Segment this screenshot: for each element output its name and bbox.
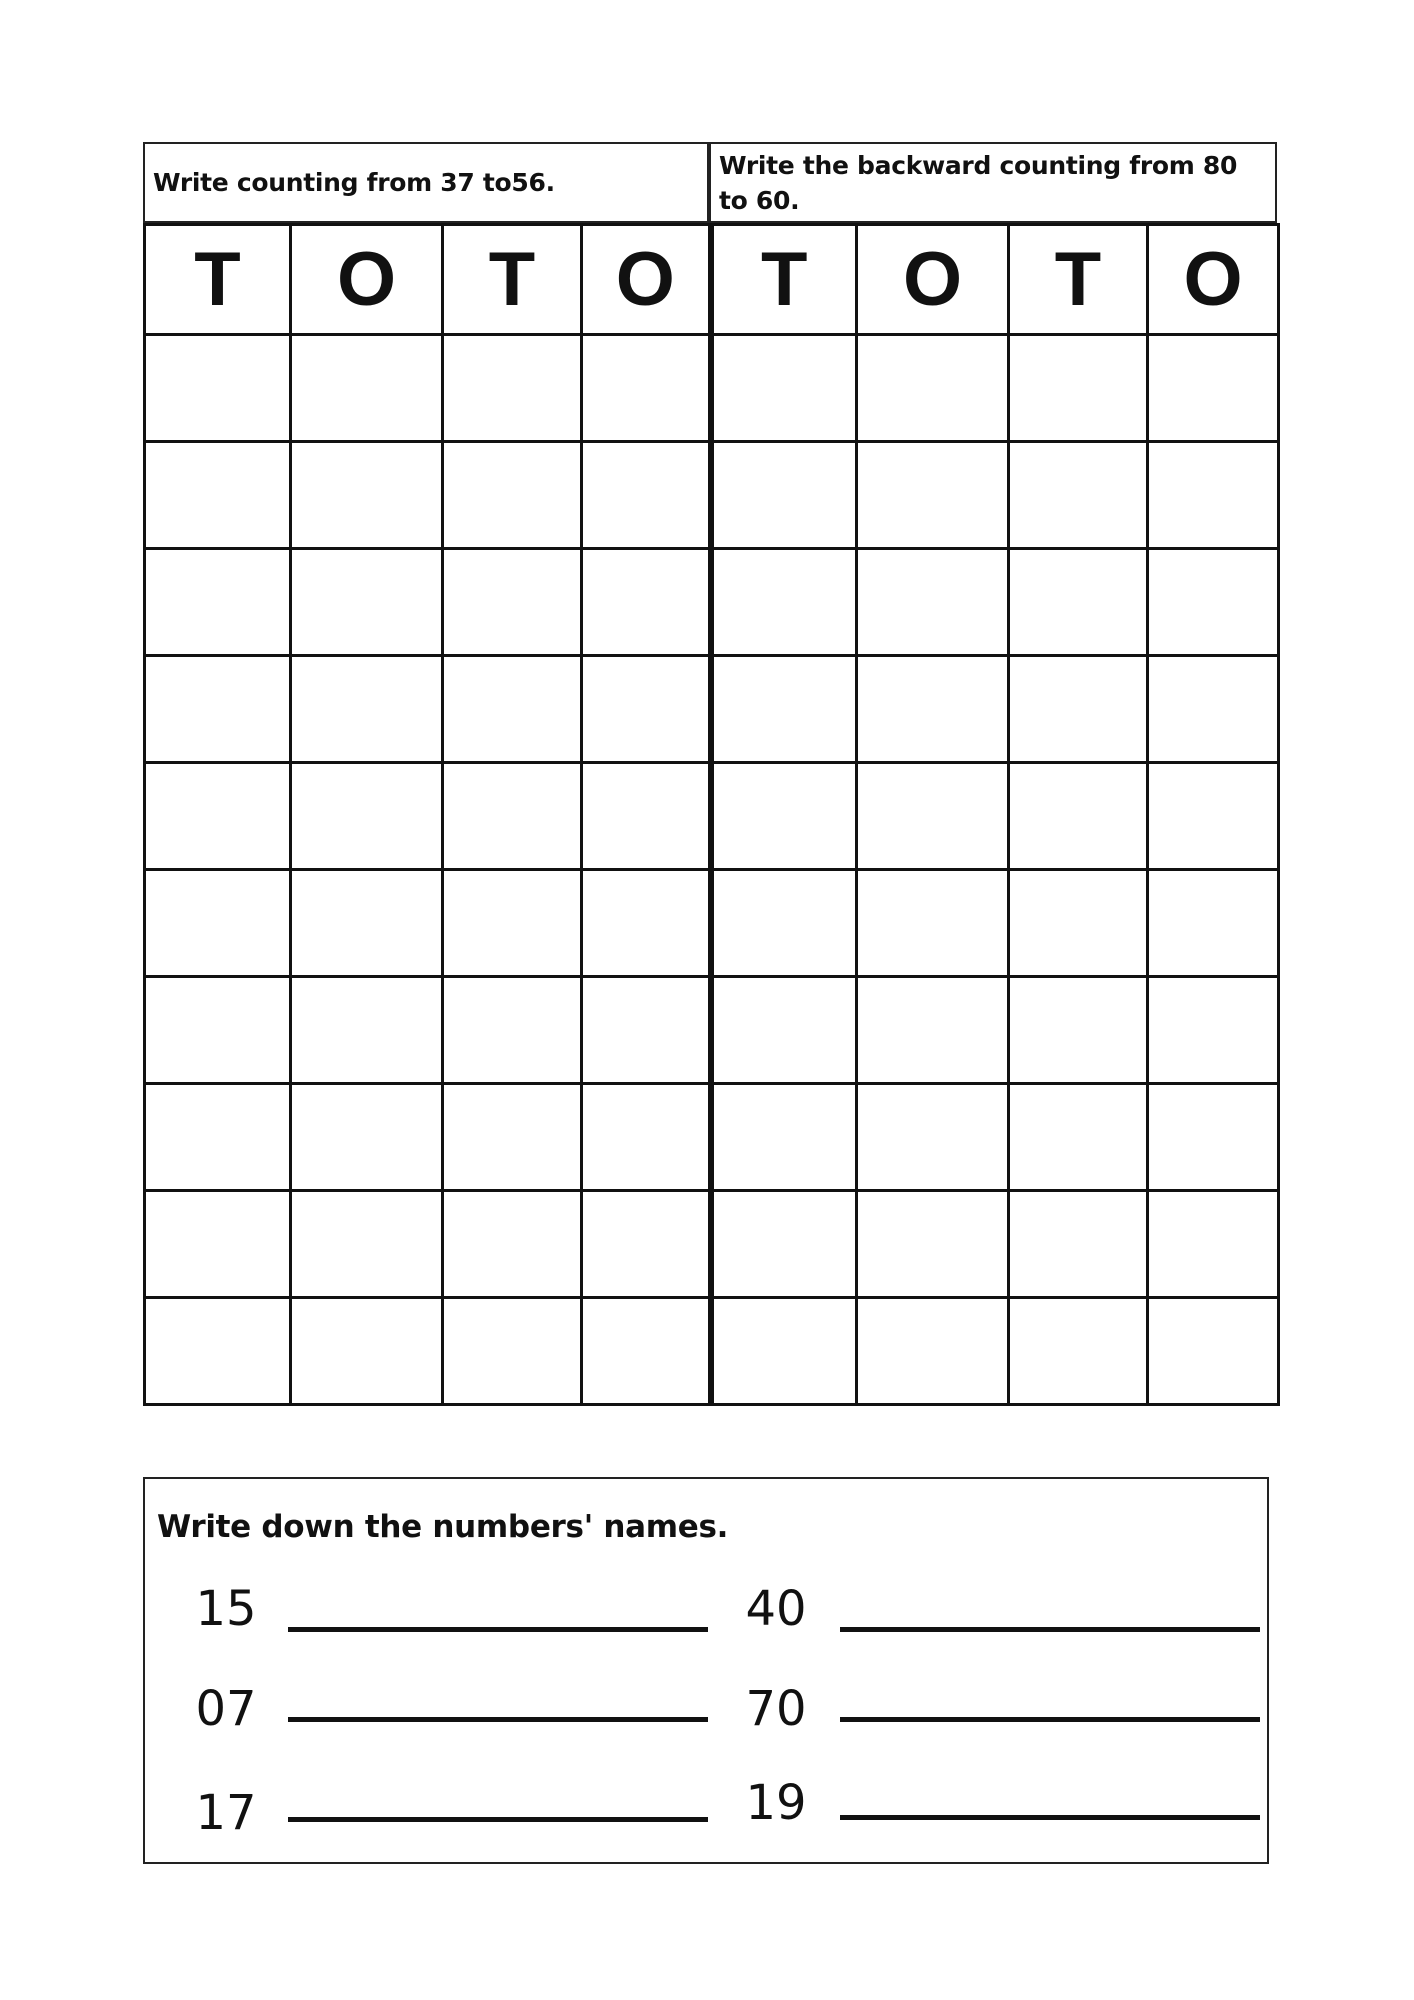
grid-cell[interactable] [1009, 335, 1148, 442]
grid-cell[interactable] [1148, 442, 1279, 549]
grid-cell[interactable] [857, 335, 1009, 442]
answer-line[interactable] [288, 1627, 708, 1632]
grid-cell[interactable] [711, 1298, 857, 1405]
grid-cell[interactable] [291, 977, 443, 1084]
forward-counting-instruction [143, 142, 709, 223]
number-label: 40 [745, 1581, 807, 1637]
grid-cell[interactable] [711, 335, 857, 442]
grid-cell[interactable] [1009, 977, 1148, 1084]
answer-line[interactable] [288, 1817, 708, 1822]
grid-cell[interactable] [711, 763, 857, 870]
grid-row [145, 763, 1279, 870]
grid-cell[interactable] [145, 442, 291, 549]
grid-header-row [145, 225, 1279, 335]
ones-header: O [857, 225, 1009, 335]
grid-cell[interactable] [145, 763, 291, 870]
grid-cell[interactable] [711, 870, 857, 977]
grid-cell[interactable] [443, 442, 582, 549]
ones-header: O [582, 225, 711, 335]
grid-cell[interactable] [145, 335, 291, 442]
grid-cell[interactable] [443, 1298, 582, 1405]
grid-cell[interactable] [1148, 1298, 1279, 1405]
grid-cell[interactable] [711, 977, 857, 1084]
grid-cell[interactable] [857, 442, 1009, 549]
grid-cell[interactable] [1148, 870, 1279, 977]
grid-cell[interactable] [582, 870, 711, 977]
grid-cell[interactable] [443, 763, 582, 870]
grid-cell[interactable] [145, 549, 291, 656]
number-label: 07 [195, 1681, 257, 1737]
grid-cell[interactable] [1009, 870, 1148, 977]
number-label: 15 [195, 1581, 257, 1637]
tens-header: T [443, 225, 582, 335]
grid-row [145, 1084, 1279, 1191]
counting-grid [143, 223, 1280, 1406]
grid-cell[interactable] [145, 870, 291, 977]
number-label: 70 [745, 1681, 807, 1737]
grid-cell[interactable] [582, 549, 711, 656]
grid-cell[interactable] [1148, 549, 1279, 656]
forward-counting-instruction-text: Write counting from 37 to56. [153, 168, 555, 197]
grid-cell[interactable] [711, 442, 857, 549]
grid-cell[interactable] [145, 1084, 291, 1191]
grid-cell[interactable] [291, 1298, 443, 1405]
grid-cell[interactable] [582, 977, 711, 1084]
grid-cell[interactable] [857, 1084, 1009, 1191]
grid-cell[interactable] [443, 1084, 582, 1191]
grid-cell[interactable] [857, 549, 1009, 656]
number-label: 17 [195, 1785, 257, 1841]
grid-cell[interactable] [711, 1084, 857, 1191]
grid-cell[interactable] [582, 763, 711, 870]
grid-cell[interactable] [443, 549, 582, 656]
grid-cell[interactable] [1148, 763, 1279, 870]
grid-cell[interactable] [291, 335, 443, 442]
grid-cell[interactable] [1148, 656, 1279, 763]
grid-cell[interactable] [582, 1084, 711, 1191]
grid-cell[interactable] [857, 1298, 1009, 1405]
grid-row [145, 1191, 1279, 1298]
grid-cell[interactable] [1009, 442, 1148, 549]
backward-counting-instruction-text: Write the backward counting from 80 to 60. [719, 150, 1238, 215]
grid-cell[interactable] [1009, 656, 1148, 763]
grid-cell[interactable] [1009, 1298, 1148, 1405]
grid-cell[interactable] [582, 1191, 711, 1298]
grid-cell[interactable] [145, 1298, 291, 1405]
grid-cell[interactable] [711, 656, 857, 763]
grid-cell[interactable] [1148, 1084, 1279, 1191]
grid-cell[interactable] [857, 763, 1009, 870]
grid-row [145, 870, 1279, 977]
grid-cell[interactable] [291, 1191, 443, 1298]
grid-cell[interactable] [857, 977, 1009, 1084]
grid-cell[interactable] [443, 1191, 582, 1298]
backward-counting-instruction [709, 142, 1277, 223]
grid-cell[interactable] [443, 656, 582, 763]
grid-cell[interactable] [582, 1298, 711, 1405]
answer-line[interactable] [840, 1717, 1260, 1722]
grid-cell[interactable] [711, 549, 857, 656]
grid-cell[interactable] [145, 656, 291, 763]
grid-body [145, 335, 1279, 1405]
grid-cell[interactable] [1148, 1191, 1279, 1298]
grid-cell[interactable] [857, 870, 1009, 977]
grid-cell[interactable] [582, 656, 711, 763]
tens-header: T [145, 225, 291, 335]
grid-cell[interactable] [291, 870, 443, 977]
grid-cell[interactable] [1009, 763, 1148, 870]
grid-cell[interactable] [443, 870, 582, 977]
ones-header: O [1148, 225, 1279, 335]
grid-row [145, 656, 1279, 763]
tens-header: T [711, 225, 857, 335]
grid-cell[interactable] [291, 1084, 443, 1191]
grid-cell[interactable] [291, 656, 443, 763]
grid-cell[interactable] [145, 977, 291, 1084]
grid-cell[interactable] [1009, 549, 1148, 656]
grid-cell[interactable] [857, 1191, 1009, 1298]
grid-cell[interactable] [443, 335, 582, 442]
grid-cell[interactable] [582, 442, 711, 549]
grid-cell[interactable] [1148, 335, 1279, 442]
grid-cell[interactable] [291, 549, 443, 656]
grid-cell[interactable] [291, 442, 443, 549]
grid-cell[interactable] [582, 335, 711, 442]
tens-header: T [1009, 225, 1148, 335]
grid-cell[interactable] [145, 1191, 291, 1298]
grid-row [145, 442, 1279, 549]
grid-cell[interactable] [1148, 977, 1279, 1084]
grid-cell[interactable] [1009, 1084, 1148, 1191]
grid-cell[interactable] [1009, 1191, 1148, 1298]
answer-line[interactable] [288, 1717, 708, 1722]
answer-line[interactable] [840, 1815, 1260, 1820]
grid-cell[interactable] [857, 656, 1009, 763]
number-label: 19 [745, 1775, 807, 1831]
grid-row [145, 977, 1279, 1084]
grid-cell[interactable] [711, 1191, 857, 1298]
grid-row [145, 1298, 1279, 1405]
ones-header: O [291, 225, 443, 335]
grid-cell[interactable] [291, 763, 443, 870]
number-names-box [143, 1477, 1269, 1864]
number-names-title: Write down the numbers' names. [157, 1509, 729, 1545]
grid-cell[interactable] [443, 977, 582, 1084]
grid-row [145, 549, 1279, 656]
grid-row [145, 335, 1279, 442]
answer-line[interactable] [840, 1627, 1260, 1632]
